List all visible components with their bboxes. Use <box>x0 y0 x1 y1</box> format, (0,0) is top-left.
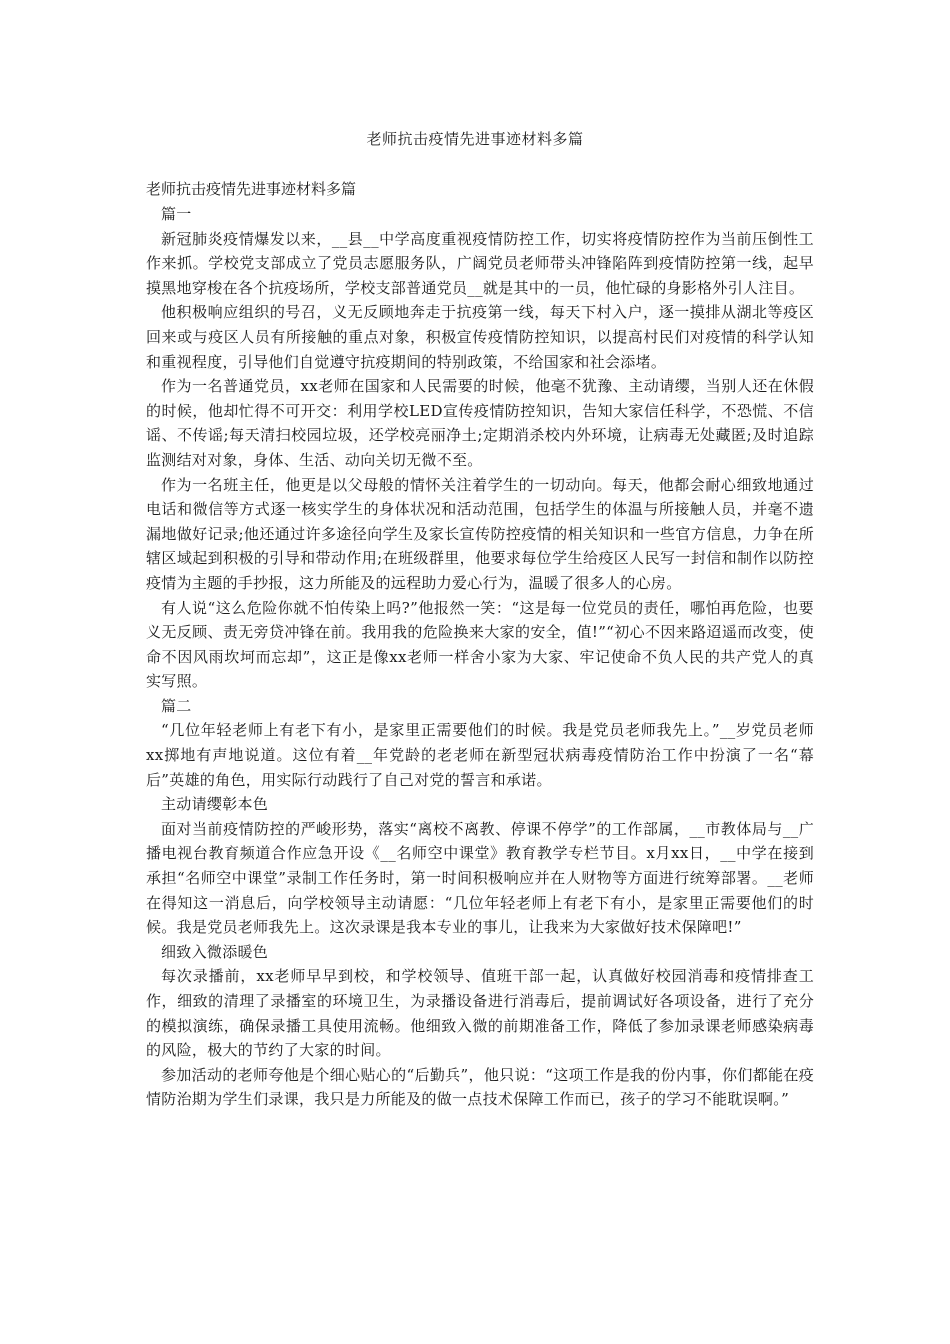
section-heading-2: 篇二 <box>161 696 192 715</box>
document-subtitle: 老师抗击疫情先进事迹材料多篇 <box>146 180 357 198</box>
paragraph: “几位年轻老师上有老下有小，是家里正需要他们的时候。我是党员老师我先上。”__岁党员老师xx掷地有声地说道。这位有着__年党龄的老老师在新型冠状病毒疫情防治工作中扮演了一名“幕后”英雄的角色，用实际行动践行了自己对党的誓言和承诺。 <box>146 721 814 789</box>
subsection-heading: 主动请缨彰本色 <box>161 795 269 814</box>
document-body <box>146 176 814 1112</box>
paragraph: 作为一名班主任，他更是以父母般的情怀关注着学生的一切动向。每天，他都会耐心细致地通过电话和微信等方式逐一核实学生的身体状况和活动范围，包括学生的体温与所接触人员，并毫不遗漏地做好记录;他还通过许多途径向学生及家长宣传防控疫情的相关知识和一些官方信息，力争在所辖区域起到积极的引导和带动作用;在班级群里，他要求每位学生给疫区人民写一封信和制作以防控疫情为主题的手抄报，这力所能及的远程助力爱心行为，温暖了很多人的心房。 <box>146 475 814 592</box>
paragraph: 作为一名普通党员，xx老师在国家和人民需要的时候，他毫不犹豫、主动请缨，当别人还在休假的时候，他却忙得不可开交：利用学校LED宣传疫情防控知识，告知大家信任科学，不恐慌、不信谣、不传谣;每天清扫校园垃圾，还学校亮丽净土;定期消杀校内外环境，让病毒无处藏匿;及时追踪监测结对对象，身体、生活、动向关切无微不至。 <box>146 377 814 469</box>
section-heading-1: 篇一 <box>161 205 192 223</box>
paragraph: 新冠肺炎疫情爆发以来，__县__中学高度重视疫情防控工作，切实将疫情防控作为当前压倒性工作来抓。学校党支部成立了党员志愿服务队，广阔党员老师带头冲锋陷阵到疫情防控第一线，起早摸黑地穿梭在各个抗疫场所，学校支部普通党员__就是其中的一员，他忙碌的身影格外引人注目。 <box>146 229 814 297</box>
paragraph: 参加活动的老师夸他是个细心贴心的“后勤兵”，他只说：“这项工作是我的份内事，你们都能在疫情防治期为学生们录课，我只是力所能及的做一点技术保障工作而已，孩子的学习不能耽误啊。” <box>146 1065 814 1109</box>
paragraph: 每次录播前，xx老师早早到校，和学校领导、值班干部一起，认真做好校园消毒和疫情排查工作，细致的清理了录播室的环境卫生，为录播设备进行消毒后，提前调试好各项设备，进行了充分的模拟演练，确保录播工具使用流畅。他细致入微的前期准备工作，降低了参加录课老师感染病毒的风险，极大的节约了大家的时间。 <box>146 967 814 1060</box>
paragraph: 有人说“这么危险你就不怕传染上吗?”他报然一笑：“这是每一位党员的责任，哪怕再危险，也要义无反顾、责无旁贷冲锋在前。我用我的危险换来大家的安全，值!”“初心不因来路迢遥而改变，使命不因风雨坎坷而忘却”，这正是像xx老师一样舍小家为大家、牢记使命不负人民的共产党人的真实写照。 <box>146 598 814 691</box>
subsection-heading: 细致入微添暖色 <box>161 942 269 961</box>
document-title: 老师抗击疫情先进事迹材料多篇 <box>366 130 584 148</box>
paragraph: 面对当前疫情防控的严峻形势，落实“离校不离教、停课不停学”的工作部属，__市教体局与__广播电视台教育频道合作应急开设《__名师空中课堂》教育教学专栏节目。x月xx日，__中学在接到承担“名师空中课堂”录制工作任务时，第一时间积极响应并在人财物等方面进行统筹部署。__老师在得知这一消息后，向学校领导主动请愿：“几位年轻老师上有老下有小，是家里正需要他们的时候。我是党员老师我先上。这次录课是我本专业的事儿，让我来为大家做好技术保障吧!” <box>146 819 814 937</box>
paragraph: 他积极响应组织的号召，义无反顾地奔走于抗疫第一线，每天下村入户，逐一摸排从湖北等疫区回来或与疫区人员有所接触的重点对象，积极宣传疫情防控知识，以提高村民们对疫情的科学认知和重视程度，引导他们自觉遵守抗疫期间的特别政策，不给国家和社会添堵。 <box>146 303 814 371</box>
